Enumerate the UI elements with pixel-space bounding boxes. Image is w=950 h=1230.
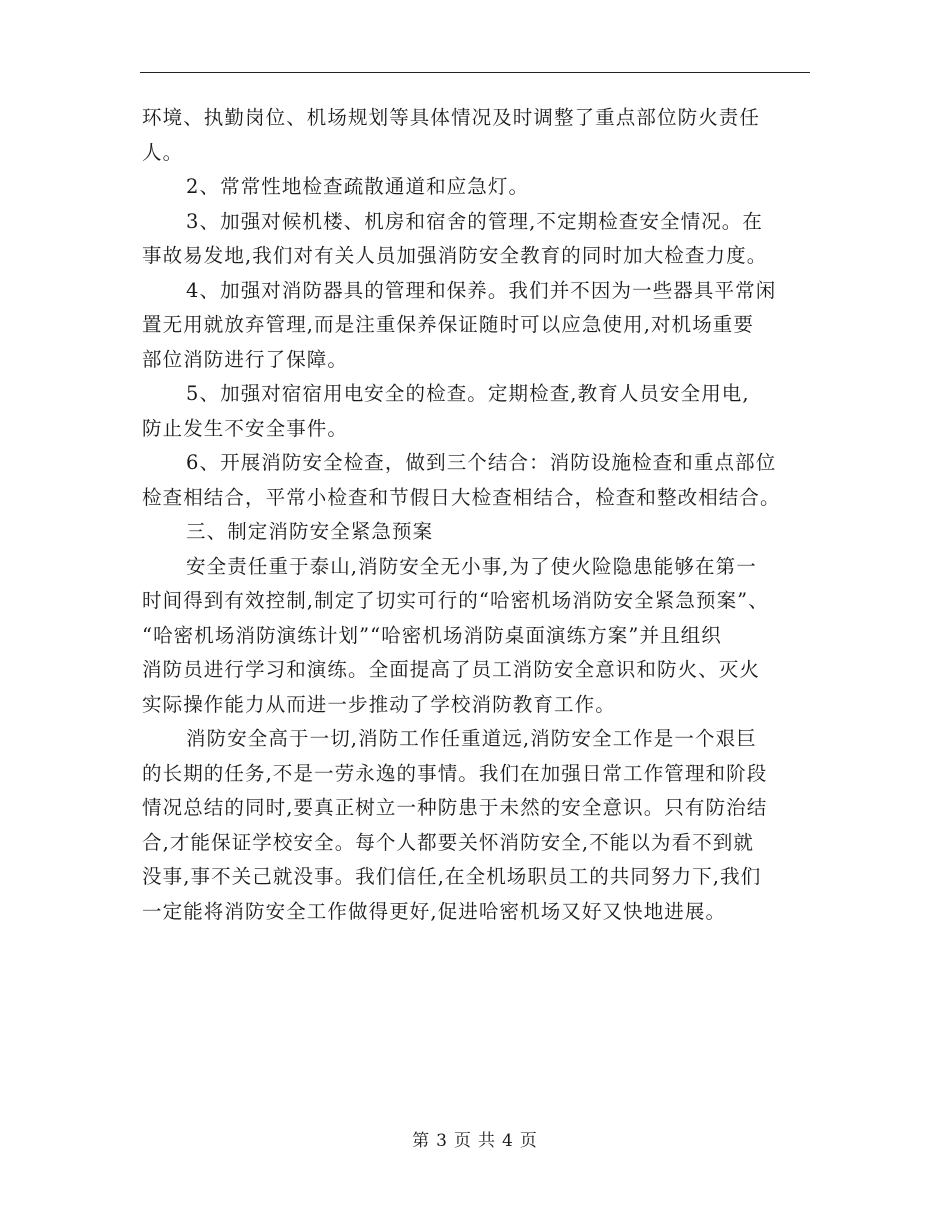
text-line: 合,才能保证学校安全。每个人都要关怀消防安全,不能以为看不到就: [142, 830, 754, 854]
text-line: 消防员进行学习和演练。全面提高了员工消防安全意识和防火、灭火: [142, 658, 761, 681]
text-line: 检查相结合，平常小检查和节假日大检查相结合，检查和整改相结合。: [142, 485, 781, 509]
text-line: 消防安全高于一切,消防工作任重道远,消防安全工作是一个艰巨: [186, 727, 757, 750]
text-line: “哈密机场消防演练计划”“哈密机场消防桌面演练方案”并且组织: [142, 623, 722, 647]
text-line: 置无用就放弃管理,而是注重保养保证随时可以应急使用,对机场重要: [142, 313, 754, 336]
text-line: 2、常常性地检查疏散通道和应急灯。: [186, 175, 530, 198]
text-line: 环境、执勤岗位、机场规划等具体情况及时调整了重点部位防火责任: [142, 106, 761, 129]
header-rule: [140, 72, 810, 73]
current-page-number: 3: [436, 1131, 448, 1151]
text-line: 5、加强对宿宿用电安全的检查。定期检查,教育人员安全用电,: [186, 382, 750, 405]
text-line: 安全责任重于泰山,消防安全无小事,为了使火险隐患能够在第一: [186, 554, 757, 578]
text-line: 部位消防进行了保障。: [142, 347, 349, 371]
text-line: 一定能将消防安全工作做得更好,促进哈密机场又好又快地进展。: [142, 899, 727, 923]
footer-label: 第: [412, 1131, 431, 1151]
text-line: 4、加强对消防器具的管理和保养。我们并不因为一些器具平常闲: [186, 278, 777, 302]
text-line: 3、加强对候机楼、机房和宿舍的管理,不定期检查安全情况。在: [186, 209, 764, 233]
text-line: 没事,事不关己就没事。我们信任,在全机场职员工的共同努力下,我们: [142, 865, 762, 888]
text-line: 的长期的任务,不是一劳永逸的事情。我们在加强日常工作管理和阶段: [142, 761, 768, 785]
text-line: 事故易发地,我们对有关人员加强消防安全教育的同时加大检查力度。: [142, 244, 768, 267]
text-line: 实际操作能力从而进一步推动了学校消防教育工作。: [142, 692, 616, 716]
footer-label: 共: [478, 1131, 496, 1151]
total-page-count: 4: [502, 1131, 514, 1151]
footer-label: 页: [454, 1131, 472, 1151]
document-body: [142, 101, 814, 929]
page-footer: [0, 1126, 950, 1151]
text-line: 防止发生不安全事件。: [142, 416, 349, 440]
footer-label: 页: [519, 1131, 538, 1151]
text-line: 人。: [142, 140, 184, 164]
text-line: 情况总结的同时,要真正树立一种防患于未然的安全意识。只有防治结: [142, 796, 768, 819]
text-line: 时间得到有效控制,制定了切实可行的“哈密机场消防安全紧急预案”、: [142, 589, 769, 612]
text-line: 6、开展消防安全检查，做到三个结合：消防设施检查和重点部位: [186, 451, 777, 474]
section-heading: 三、制定消防安全紧急预案: [186, 520, 434, 543]
